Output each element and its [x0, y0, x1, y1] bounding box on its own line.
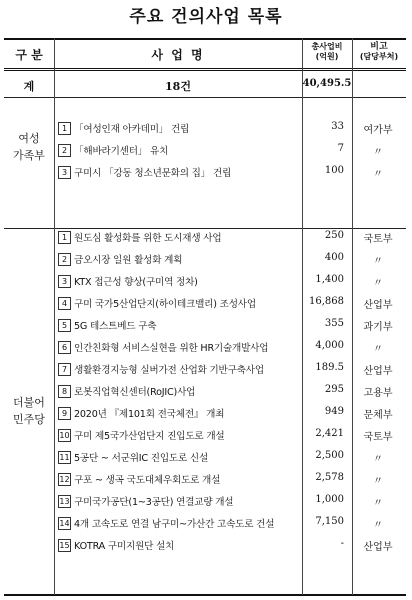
row-ministry: 국토부 — [363, 234, 393, 245]
row-amount: 295 — [324, 384, 344, 395]
table-top-rule — [4, 38, 406, 40]
group-category-line1: 더불어 — [13, 396, 45, 409]
row-number: 1 — [58, 231, 71, 244]
row-project-name: 구포 ~ 생곡 국도대체우회도로 개설 — [74, 475, 221, 486]
total-label: 계 — [23, 80, 35, 93]
row-ministry: 산업부 — [363, 300, 393, 311]
row-project-name: 금오시장 일원 활성화 계획 — [74, 255, 183, 266]
table-row — [54, 359, 406, 380]
row-ministry: 〃 — [373, 147, 383, 158]
row-ministry: 고용부 — [363, 388, 393, 399]
row-project-name: 구미 제5국가산업단지 진입도로 개설 — [74, 431, 225, 442]
table-row — [54, 403, 406, 424]
table-row — [54, 425, 406, 446]
row-number: 3 — [58, 275, 71, 288]
row-project-name: KTX 접근성 향상(구미역 정차) — [74, 277, 198, 288]
table-row — [54, 249, 406, 270]
row-ministry: 〃 — [373, 498, 383, 509]
row-project-name: 2020년 『제101회 전국체전』 개최 — [74, 409, 225, 420]
table-row — [54, 447, 406, 468]
table-row — [54, 162, 406, 183]
row-ministry: 〃 — [373, 256, 383, 267]
row-project-name: 생활환경지능형 실버가전 산업화 기반구축사업 — [74, 365, 264, 376]
row-project-name: 「해바라기센터」 유치 — [74, 146, 169, 157]
group-category-women — [4, 130, 54, 164]
table-row — [54, 381, 406, 402]
row-ministry: 문체부 — [363, 410, 393, 421]
row-ministry: 〃 — [373, 454, 383, 465]
row-amount: 189.5 — [315, 362, 344, 373]
row-number: 4 — [58, 297, 71, 310]
row-project-name: 5G 테스트베드 구축 — [74, 321, 157, 332]
row-project-name: 인간친화형 서비스실현을 위한 HR기술개발사업 — [74, 343, 269, 354]
group-category-democratic — [4, 394, 54, 428]
header-category: 구 분 — [15, 48, 43, 62]
row-ministry: 〃 — [373, 169, 383, 180]
row-amount: 355 — [324, 318, 344, 329]
row-project-name: 구미시 「강동 청소년문화의 집」 건립 — [74, 168, 232, 179]
header-note — [352, 42, 406, 62]
header-bottom-rule — [4, 68, 406, 71]
row-ministry: 과기부 — [363, 322, 393, 333]
header-note-line1: 비고 — [370, 42, 388, 52]
row-project-name: 로봇직업혁신센터(RoJIC)사업 — [74, 387, 196, 398]
row-project-name: 「여성인재 아카데미」 건립 — [74, 124, 190, 135]
row-number: 10 — [59, 431, 70, 440]
row-number: 14 — [59, 519, 70, 528]
table-row — [54, 140, 406, 161]
row-number: 7 — [58, 363, 71, 376]
row-ministry: 여가부 — [363, 125, 393, 136]
row-number: 13 — [59, 497, 70, 506]
total-amount: 40,495.5 — [302, 78, 352, 89]
row-ministry: 국토부 — [363, 432, 393, 443]
row-amount: - — [340, 538, 344, 549]
row-ministry: 〃 — [373, 344, 383, 355]
header-cost — [302, 42, 352, 62]
row-amount: 16,868 — [309, 296, 344, 307]
table-row — [54, 271, 406, 292]
row-amount: 4,000 — [315, 340, 344, 351]
table-row — [54, 469, 406, 490]
table-row — [54, 535, 406, 556]
row-amount: 2,578 — [315, 472, 344, 483]
header-cost-line1: 총사업비 — [311, 42, 343, 51]
table-row — [54, 491, 406, 512]
table-row — [54, 337, 406, 358]
group-category-line2: 민주당 — [13, 413, 45, 426]
total-count: 18건 — [165, 80, 191, 93]
row-amount: 100 — [324, 165, 344, 176]
table-row — [54, 513, 406, 534]
row-amount: 1,400 — [315, 274, 344, 285]
row-amount: 2,421 — [315, 428, 344, 439]
row-project-name: 구미국가공단(1~3공단) 연결교량 개설 — [74, 497, 234, 508]
table-row — [54, 118, 406, 139]
row-number: 8 — [58, 385, 71, 398]
row-amount: 949 — [324, 406, 344, 417]
row-ministry: 〃 — [373, 278, 383, 289]
row-amount: 1,000 — [315, 494, 344, 505]
row-ministry: 〃 — [373, 476, 383, 487]
row-project-name: 4개 고속도로 연결 남구미~가산간 고속도로 건설 — [74, 519, 275, 530]
row-number: 6 — [58, 341, 71, 354]
row-number: 2 — [58, 144, 71, 157]
row-amount: 7,150 — [315, 516, 344, 527]
row-ministry: 〃 — [373, 520, 383, 531]
row-number: 12 — [59, 475, 70, 484]
row-number: 2 — [58, 253, 71, 266]
row-project-name: KOTRA 구미지원단 설치 — [74, 541, 175, 552]
header-cost-line2: (억원) — [315, 52, 339, 61]
row-project-name: 5공단 ~ 서군위IC 진입도로 신설 — [74, 453, 209, 464]
row-amount: 400 — [324, 252, 344, 263]
table-row — [54, 227, 406, 248]
row-ministry: 산업부 — [363, 542, 393, 553]
row-number: 3 — [58, 166, 71, 179]
header-project: 사 업 명 — [151, 48, 205, 62]
row-number: 9 — [58, 407, 71, 420]
group-category-line1: 여성 — [18, 132, 40, 145]
header-note-line2: (담당부처) — [359, 52, 399, 61]
row-ministry: 산업부 — [363, 366, 393, 377]
row-number: 5 — [58, 319, 71, 332]
row-amount: 33 — [331, 121, 344, 132]
group-category-line2: 가족부 — [13, 149, 45, 162]
total-bottom-rule — [4, 97, 406, 98]
row-project-name: 원도심 활성화를 위한 도시재생 사업 — [74, 233, 222, 244]
table-row — [54, 293, 406, 314]
row-number: 15 — [59, 541, 70, 550]
row-number: 11 — [59, 453, 70, 462]
row-number: 1 — [58, 122, 71, 135]
row-amount: 2,500 — [315, 450, 344, 461]
table-row — [54, 315, 406, 336]
table-bottom-rule — [4, 594, 406, 596]
page-title: 주요 건의사업 목록 — [129, 7, 283, 27]
row-amount: 250 — [324, 230, 344, 241]
row-amount: 7 — [337, 143, 344, 154]
row-project-name: 구미 국가5산업단지(하이테크밸리) 조성사업 — [74, 299, 256, 310]
